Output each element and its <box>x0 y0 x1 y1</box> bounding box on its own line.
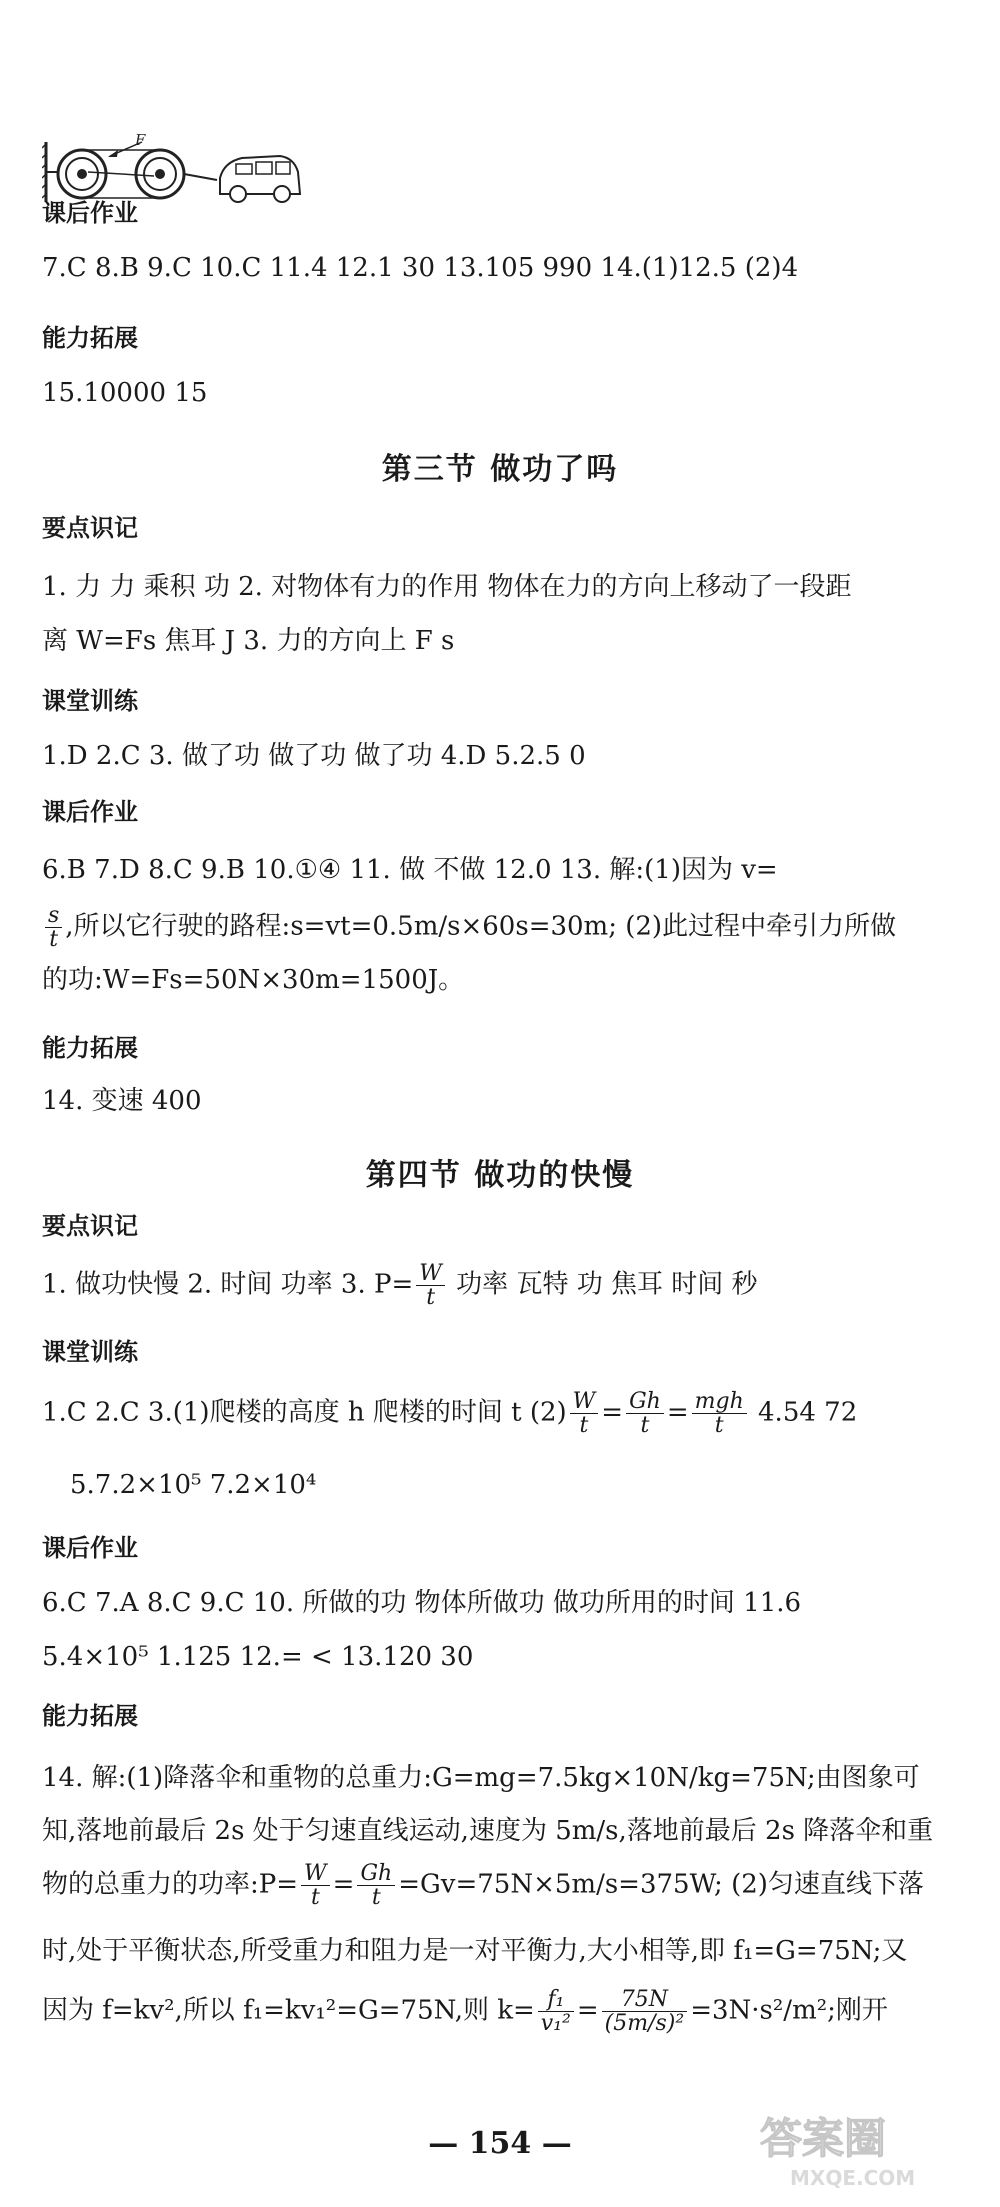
fraction-f1-over-v1-squared: $\frac{\text{f₁}}{\text{v₁²}}$ <box>538 1988 574 2035</box>
extension-line-5: 因为 f=kv²,所以 f₁=kv₁²=G=75N,则 k= $\frac{\text{f₁}}{\text{v₁²}}$ = $\frac{75N}{\text{(5m/s)²}}$ =3N·s²/m²;刚开 <box>42 1987 888 2037</box>
homework-line-2: $\frac{s}{t}$ ,所以它行驶的路程:s=vt=0.5m/s×60s=30m; (2)此过程中牵引力所做 <box>42 904 896 951</box>
force-label: F <box>135 132 146 149</box>
classwork-answers: 1.D 2.C 3. 做了功 做了功 做了功 4.D 5.2.5 0 <box>42 741 586 771</box>
extension-answers: 14. 变速 400 <box>42 1086 202 1116</box>
extension-line-2: 知,落地前最后 2s 处于匀速直线运动,速度为 5m/s,落地前最后 2s 降落伞和重 <box>42 1816 934 1846</box>
key-points-line-2: 离 W=Fs 焦耳 J 3. 力的方向上 F s <box>42 626 455 656</box>
heading-classwork: 课堂训练 <box>42 1338 138 1366</box>
extension-line-1: 14. 解:(1)降落伞和重物的总重力:G=mg=7.5kg×10N/kg=75N;由图象可 <box>42 1763 920 1793</box>
key-points-line: 1. 做功快慢 2. 时间 功率 3. P= $\frac{W}{t}$ 功率 瓦特 功 焦耳 时间 秒 <box>42 1261 758 1311</box>
section-title-3: 第三节 做功了吗 <box>381 452 619 487</box>
heading-homework: 课后作业 <box>42 199 138 227</box>
homework-line-1: 6.C 7.A 8.C 9.C 10. 所做的功 物体所做功 做功所用的时间 11.6 <box>42 1588 802 1618</box>
fraction-s-over-t: $\frac{s}{t}$ <box>45 904 62 951</box>
classwork-line-2: 5.7.2×10⁵ 7.2×10⁴ <box>70 1470 317 1500</box>
fraction-w-over-t: $\frac{W}{t}$ <box>301 1862 330 1909</box>
homework-line-2: 5.4×10⁵ 1.125 12.= < 13.120 30 <box>42 1642 474 1672</box>
heading-extension: 能力拓展 <box>42 324 138 352</box>
homework-line-1: 6.B 7.D 8.C 9.B 10.①④ 11. 做 不做 12.0 13. 解:(1)因为 v= <box>42 855 778 885</box>
homework-line-3: 的功:W=Fs=50N×30m=1500J。 <box>42 965 465 995</box>
heading-extension: 能力拓展 <box>42 1034 138 1062</box>
extension-line-4: 时,处于平衡状态,所受重力和阻力是一对平衡力,大小相等,即 f₁=G=75N;又 <box>42 1936 908 1966</box>
fraction-gh-over-t: $\frac{Gh}{t}$ <box>626 1390 664 1437</box>
heading-homework: 课后作业 <box>42 798 138 826</box>
heading-key-points: 要点识记 <box>42 1212 138 1240</box>
watermark-logo <box>750 2103 980 2193</box>
classwork-line-1: 1.C 2.C 3.(1)爬楼的高度 h 爬楼的时间 t (2) $\frac{W}{t}$ = $\frac{Gh}{t}$ = $\frac{\text{mgh}}{t}$ 4.54 72 <box>42 1389 858 1439</box>
homework-answers: 7.C 8.B 9.C 10.C 11.4 12.1 30 13.105 990 14.(1)12.5 (2)4 <box>42 253 799 283</box>
car-icon <box>220 156 300 202</box>
heading-classwork: 课堂训练 <box>42 687 138 715</box>
fraction-w-over-t: $\frac{W}{t}$ <box>570 1390 599 1437</box>
extension-answers: 15.10000 15 <box>42 378 208 408</box>
key-points-line-1: 1. 力 力 乘积 功 2. 对物体有力的作用 物体在力的方向上移动了一段距 <box>42 572 852 602</box>
fraction-gh-over-t: $\frac{Gh}{t}$ <box>357 1862 395 1909</box>
page-number: — 154 — <box>428 2126 572 2161</box>
section-title-4: 第四节 做功的快慢 <box>365 1158 635 1193</box>
heading-homework: 课后作业 <box>42 1534 138 1562</box>
svg-text:答案圈: 答案圈 <box>760 2114 887 2163</box>
fraction-mgh-over-t: $\frac{\text{mgh}}{t}$ <box>692 1390 747 1437</box>
fraction-w-over-t: $\frac{W}{t}$ <box>416 1262 445 1309</box>
extension-line-3: 物的总重力的功率:P= $\frac{W}{t}$ = $\frac{Gh}{t}$ =Gv=75N×5m/s=375W; (2)匀速直线下落 <box>42 1861 924 1911</box>
fraction-75n-over-speed-squared: $\frac{75N}{\text{(5m/s)²}}$ <box>602 1988 688 2035</box>
heading-key-points: 要点识记 <box>42 514 138 542</box>
heading-extension: 能力拓展 <box>42 1702 138 1730</box>
svg-text:MXQE.COM: MXQE.COM <box>790 2166 916 2190</box>
